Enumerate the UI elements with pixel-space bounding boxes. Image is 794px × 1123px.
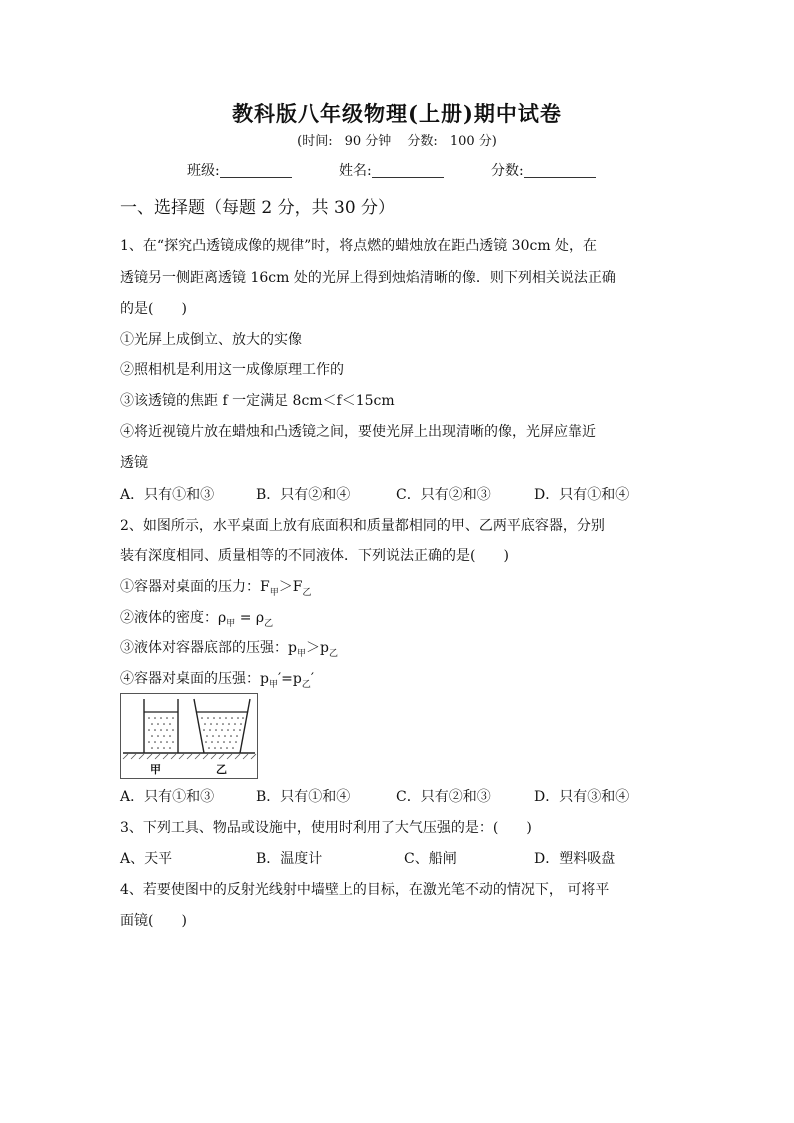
q2-s2-sub-jia: 甲	[226, 618, 236, 629]
q1-option-a[interactable]: A．只有①和③	[120, 487, 215, 503]
points-field[interactable]	[491, 160, 596, 180]
q2-s1-sub-yi: 乙	[302, 587, 312, 598]
q2-s1-text: ①容器对桌面的压力：F	[120, 579, 270, 595]
q1-statement-2: ②照相机是利用这一成像原理工作的	[120, 362, 344, 378]
name-field[interactable]	[339, 160, 444, 180]
q2-stem-line-1: 2、如图所示，水平桌面上放有底面积和质量都相同的甲、乙两平底容器，分别	[120, 518, 605, 534]
name-label: 姓名:	[339, 163, 372, 179]
q1-statement-4: ④将近视镜片放在蜡烛和凸透镜之间，要使光屏上出现清晰的像，光屏应靠近	[120, 424, 596, 440]
time-value: 90 分钟	[344, 134, 392, 149]
q3-option-c[interactable]: C、船闸	[404, 851, 457, 867]
q1-stem-line-3: 的是( )	[120, 301, 187, 317]
q2-s4-sub-yi: 乙	[301, 679, 311, 690]
points-label: 分数:	[491, 163, 524, 179]
q2-statement-2	[120, 607, 273, 629]
q2-s3-sub-jia: 甲	[296, 648, 306, 659]
section-title: 一、选择题（每题 2 分，共 30 分）	[120, 198, 396, 218]
name-blank[interactable]	[372, 163, 444, 178]
page-title: 教科版八年级物理(上册)期中试卷	[232, 101, 562, 126]
q2-stem-line-2: 装有深度相同、质量相等的不同液体．下列说法正确的是( )	[120, 548, 509, 564]
q1-option-c[interactable]: C．只有②和③	[396, 487, 491, 503]
time-label: (时间:	[297, 134, 333, 149]
label-jia: 甲	[150, 763, 161, 776]
exam-meta	[0, 130, 794, 149]
q1-statement-1: ①光屏上成倒立、放大的实像	[120, 332, 302, 348]
q2-s4-text: ④容器对桌面的压强：p	[120, 671, 269, 687]
q2-statement-4	[120, 668, 314, 690]
label-yi: 乙	[216, 763, 227, 776]
q2-s1-mid: ＞F	[278, 579, 303, 595]
q3-option-a[interactable]: A、天平	[120, 851, 173, 867]
q4-stem-line-2: 面镜( )	[120, 913, 187, 929]
q4-stem-line-1: 4、若要使图中的反射光线射中墙壁上的目标，在激光笔不动的情况下， 可将平	[120, 882, 610, 898]
q3-option-d[interactable]: D．塑料吸盘	[534, 851, 616, 867]
q3-stem: 3、下列工具、物品或设施中，使用时利用了大气压强的是：( )	[120, 820, 532, 836]
q2-statement-1	[120, 576, 311, 598]
q2-s3-mid: ＞p	[305, 640, 329, 656]
q2-s2-mid: = ρ	[235, 610, 265, 626]
q1-statement-3: ③该透镜的焦距 f 一定满足 8cm＜f＜15cm	[120, 393, 395, 409]
score-value: 100 分)	[449, 134, 497, 149]
q1-stem-line-2: 透镜另一侧距离透镜 16cm 处的光屏上得到烛焰清晰的像．则下列相关说法正确	[120, 270, 616, 286]
q2-s1-sub-jia: 甲	[269, 587, 279, 598]
q3-option-b[interactable]: B．温度计	[256, 851, 323, 867]
points-blank[interactable]	[524, 163, 596, 178]
score-label: 分数:	[407, 134, 438, 149]
q2-s4-mid: ′=p	[277, 671, 302, 687]
q2-s2-sub-yi: 乙	[264, 618, 274, 629]
class-label: 班级:	[187, 163, 220, 179]
q2-s2-text: ②液体的密度：ρ	[120, 610, 227, 626]
q1-option-b[interactable]: B．只有②和④	[256, 487, 351, 503]
q2-s3-text: ③液体对容器底部的压强：p	[120, 640, 297, 656]
q2-s4-sub-jia: 甲	[268, 679, 278, 690]
class-field[interactable]	[187, 160, 292, 180]
q2-option-c[interactable]: C．只有②和③	[396, 789, 491, 805]
q2-option-b[interactable]: B．只有①和④	[256, 789, 351, 805]
q2-s3-sub-yi: 乙	[328, 648, 338, 659]
q2-statement-3	[120, 637, 338, 659]
q2-s4-end: ′	[310, 671, 315, 687]
q1-statement-4-cont: 透镜	[120, 455, 148, 471]
q2-option-d[interactable]: D．只有③和④	[534, 789, 630, 805]
q1-stem-line-1: 1、在“探究凸透镜成像的规律”时，将点燃的蜡烛放在距凸透镜 30cm 处，在	[120, 238, 598, 254]
containers-figure	[120, 693, 258, 779]
q2-option-a[interactable]: A．只有①和③	[120, 789, 215, 805]
class-blank[interactable]	[220, 163, 292, 178]
q1-option-d[interactable]: D．只有①和④	[534, 487, 630, 503]
